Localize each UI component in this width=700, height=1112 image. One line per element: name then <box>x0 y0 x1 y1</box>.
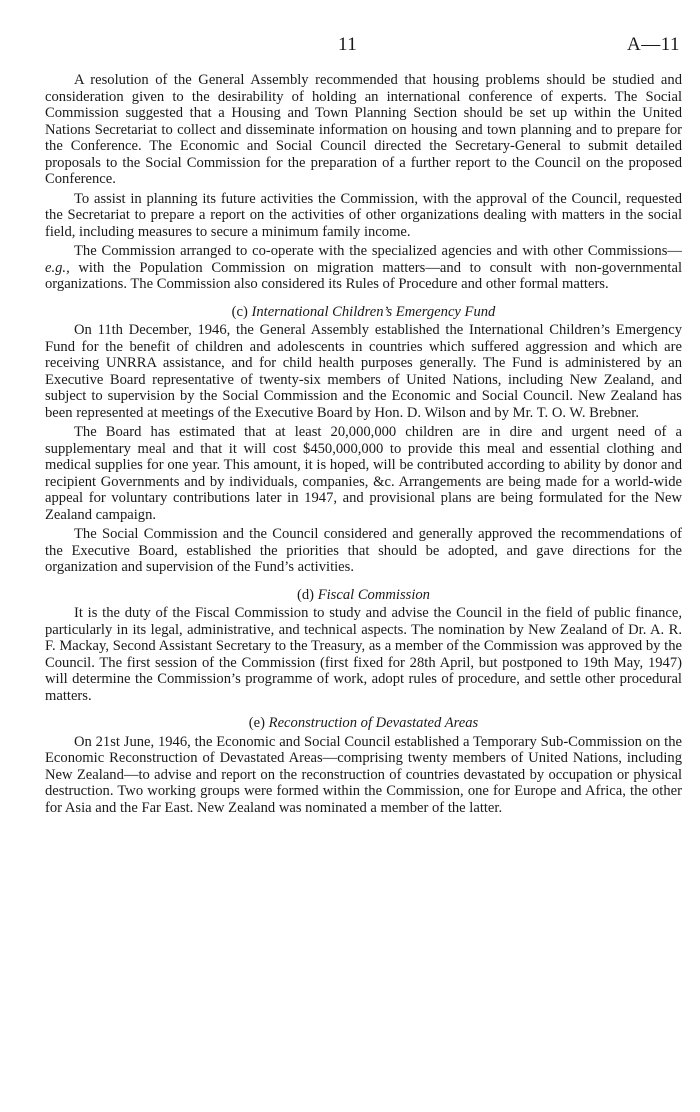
paragraph-future-activities: To assist in planning its future activities the Commission, with the approval of the Council, requested the Secretariat to prepare a report on the activities of other organizations dealing with matters in the social field, including measures to secure a minimum family income. <box>45 190 682 240</box>
paragraph-fund-establishment: On 11th December, 1946, the General Assembly established the International Children’s Emergency Fund for the benefit of children and adolescents in countries which suffered aggression and which are receiving UNRRA assistance, and for child health purposes generally. The Fund is administered by an Executive Board representative of twenty-six members of United Nations, including New Zealand, and subject to supervision by the Social Commission and the Economic and Social Council. New Zealand has been represented at meetings of the Executive Board by Hon. D. Wilson and by Mr. T. O. W. Brebner. <box>45 322 682 421</box>
section-heading-reconstruction <box>45 715 682 732</box>
paragraph-priorities: The Social Commission and the Council considered and generally approved the recommendations of the Executive Board, established the priorities that should be adopted, and gave directions for the organization and supervision of the Fund’s activities. <box>45 526 682 575</box>
page-body <box>45 72 682 816</box>
section-heading-fiscal-commission <box>45 587 682 604</box>
eg-abbreviation: e.g., <box>45 259 70 276</box>
section-label-d: (d) <box>297 586 315 603</box>
paragraph-housing-resolution: A resolution of the General Assembly recommended that housing problems should be studied and consideration given to the desirability of holding an international conference of experts. The Social Commission suggested that a Housing and Town Planning Section should be set up within the United Nations Secretariat to collect and disseminate information on housing and town planning and to prepare for the Conference. The Economic and Social Council directed the Secretary-General to submit detailed proposals to the Social Commission for the preparation of a further report to the Council on the proposed Conference. <box>45 72 682 187</box>
section-label-c: (c) <box>231 303 248 320</box>
document-reference: A—11 <box>626 34 680 55</box>
page-number: 11 <box>338 34 358 55</box>
paragraph-reconstruction: On 21st June, 1946, the Economic and Social Council established a Temporary Sub-Commission on the Economic Reconstruction of Devastated Areas—comprising twenty members of United Nations, including New Zealand—to advise and report on the reconstruction of countries devastated by occupation or physical destruction. Two working groups were formed within the Commission, one for Europe and Africa, the other for Asia and the Far East. New Zealand was nominated a member of the latter. <box>45 733 682 816</box>
paragraph-cooperation-part-1: The Commission arranged to co-operate with the specialized agencies and with other Commissions— <box>74 243 682 259</box>
section-title-e: Reconstruction of Devastated Areas <box>268 715 479 731</box>
section-label-e: (e) <box>248 715 265 731</box>
paragraph-cooperation <box>45 243 682 293</box>
paragraph-cooperation-part-2: with the Population Commission on migration matters—and to consult with non-governmental organizations. The Commission also considered its Rules of Procedure and other formal matters. <box>45 259 682 292</box>
paragraph-fiscal-duty: It is the duty of the Fiscal Commission to study and advise the Council in the field of public finance, particularly in its legal, administrative, and technical aspects. The nomination by New Zealand of Dr. A. R. F. Mackay, Second Assistant Secretary to the Treasury, as a member of the Commission was approved by the Council. The first session of the Commission (first fixed for 28th April, but postponed to 19th May, 1947) will determine the Commission’s programme of work, adopt rules of procedure, and settle other procedural matters. <box>45 605 682 704</box>
section-title-c: International Children’s Emergency Fund <box>251 303 496 320</box>
section-title-d: Fiscal Commission <box>317 586 430 603</box>
section-heading-childrens-fund <box>45 304 682 321</box>
paragraph-board-estimate: The Board has estimated that at least 20,000,000 children are in dire and urgent need of a supplementary meal and that it will cost $450,000,000 to provide this meal and essential clothing and medical supplies for one year. This amount, it is hoped, will be contributed according to ability by donor and recipient Governments and by individuals, companies, &c. Arrangements are being made for a world-wide appeal for voluntary contributions later in 1947, and provisional plans are being formulated for the New Zealand campaign. <box>45 424 682 523</box>
